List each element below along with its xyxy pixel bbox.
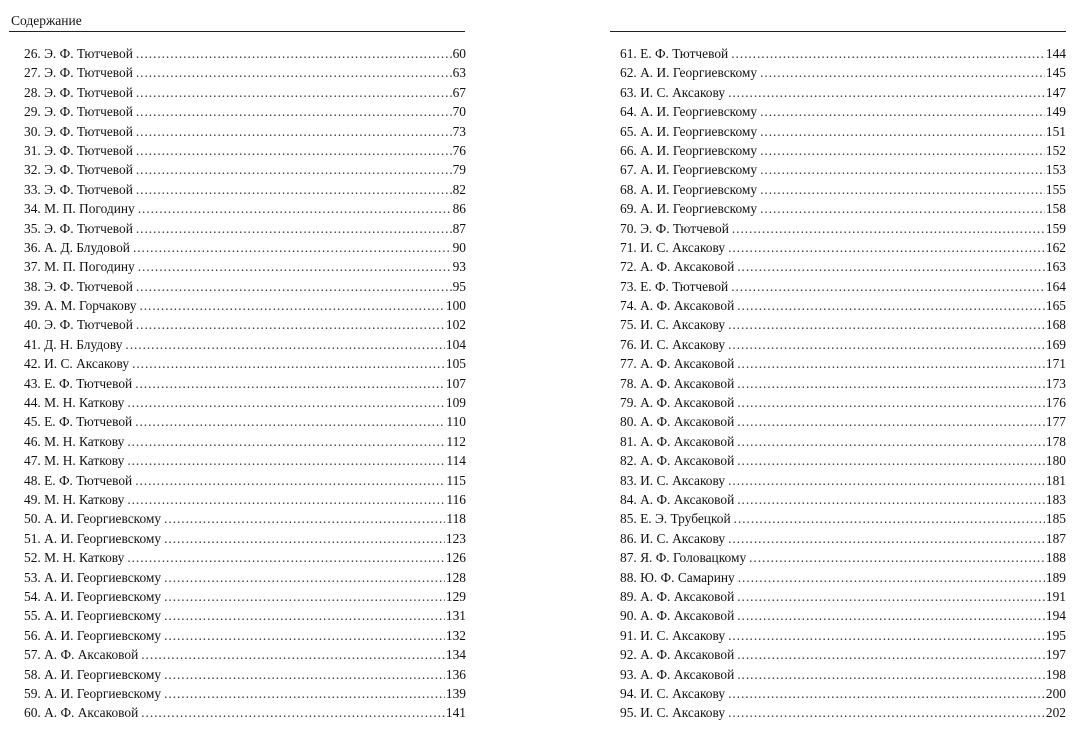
dot-leader [127, 393, 445, 412]
dot-leader [728, 238, 1045, 257]
toc-entry [24, 257, 466, 276]
toc-entry [24, 219, 466, 238]
toc-entry-page-number: 163 [1045, 259, 1066, 275]
dot-leader [737, 606, 1045, 625]
toc-entry-label: 80. А. Ф. Аксаковой [620, 414, 735, 430]
toc-entry-label: 65. А. И. Георгиевскому [620, 123, 758, 139]
toc-entry [24, 122, 466, 141]
toc-entry [24, 451, 466, 470]
dot-leader [136, 315, 445, 334]
toc-entry [24, 548, 466, 567]
toc-entry [620, 393, 1066, 412]
toc-entry [620, 645, 1066, 664]
toc-entry [24, 83, 466, 102]
toc-entry-label: 51. А. И. Георгиевскому [24, 530, 162, 546]
toc-entry [24, 684, 466, 703]
dot-leader [760, 141, 1045, 160]
dot-leader [737, 257, 1045, 276]
toc-entry-label: 34. М. П. Погодину [24, 201, 135, 217]
toc-entry-label: 67. А. И. Георгиевскому [620, 162, 758, 178]
toc-entry-label: 38. Э. Ф. Тютчевой [24, 278, 133, 294]
toc-entry-page-number: 144 [1045, 46, 1066, 61]
toc-entry [24, 509, 466, 528]
toc-entry [620, 83, 1066, 102]
toc-entry [24, 296, 466, 315]
toc-entry-page-number: 195 [1045, 627, 1066, 643]
toc-entry-label: 59. А. И. Георгиевскому [24, 685, 162, 701]
dot-leader [136, 277, 452, 296]
toc-entry-page-number: 112 [446, 433, 466, 449]
toc-entry [620, 102, 1066, 121]
toc-entry-page-number: 115 [446, 472, 466, 488]
header-rule [610, 31, 1066, 32]
dot-leader [737, 645, 1045, 664]
toc-entry-label: 83. И. С. Аксакову [620, 472, 726, 488]
toc-entry-page-number: 60 [452, 46, 466, 61]
toc-entry [620, 44, 1066, 63]
toc-entry-page-number: 100 [445, 298, 466, 314]
toc-entry-page-number: 86 [452, 201, 466, 217]
dot-leader [164, 509, 445, 528]
toc-entry-label: 85. Е. Э. Трубецкой [620, 511, 731, 527]
dot-leader [164, 568, 445, 587]
dot-leader [728, 315, 1045, 334]
right-page [610, 0, 1076, 740]
toc-entry-page-number: 82 [452, 181, 466, 197]
toc-entry [620, 432, 1066, 451]
toc-entry [24, 665, 466, 684]
toc-entry-page-number: 152 [1045, 142, 1066, 158]
dot-leader [135, 471, 445, 490]
toc-entry-page-number: 128 [445, 569, 466, 585]
toc-entry [620, 141, 1066, 160]
toc-entry-page-number: 132 [445, 627, 466, 643]
dot-leader [728, 703, 1045, 722]
toc-entry-page-number: 183 [1045, 491, 1066, 507]
toc-entry-label: 69. А. И. Георгиевскому [620, 201, 758, 217]
dot-leader [749, 548, 1045, 567]
toc-entry [24, 412, 466, 431]
toc-entry-page-number: 169 [1045, 336, 1066, 352]
toc-entry-label: 43. Е. Ф. Тютчевой [24, 375, 133, 391]
toc-entry [620, 606, 1066, 625]
toc-entry [24, 335, 466, 354]
toc-entry [24, 703, 466, 722]
toc-entry [620, 412, 1066, 431]
toc-entry-label: 30. Э. Ф. Тютчевой [24, 123, 133, 139]
toc-entry-page-number: 178 [1045, 433, 1066, 449]
toc-list-right [620, 44, 1066, 723]
dot-leader [136, 44, 452, 63]
dot-leader [164, 587, 445, 606]
toc-entry-page-number: 149 [1045, 104, 1066, 120]
toc-entry-label: 92. А. Ф. Аксаковой [620, 647, 735, 663]
dot-leader [133, 238, 452, 257]
toc-entry-label: 41. Д. Н. Блудову [24, 336, 123, 352]
toc-entry-label: 86. И. С. Аксакову [620, 530, 726, 546]
dot-leader [135, 374, 445, 393]
toc-entry-page-number: 63 [452, 65, 466, 81]
toc-entry-page-number: 197 [1045, 647, 1066, 663]
toc-entry-page-number: 110 [446, 414, 466, 430]
toc-entry-page-number: 87 [452, 220, 466, 236]
toc-entry-label: 76. И. С. Аксакову [620, 336, 726, 352]
toc-entry-label: 82. А. Ф. Аксаковой [620, 453, 735, 469]
toc-entry [620, 684, 1066, 703]
dot-leader [728, 335, 1045, 354]
toc-entry-page-number: 95 [452, 278, 466, 294]
toc-entry-label: 57. А. Ф. Аксаковой [24, 647, 139, 663]
toc-entry-label: 89. А. Ф. Аксаковой [620, 588, 735, 604]
toc-entry-page-number: 118 [446, 511, 466, 527]
dot-leader [737, 665, 1045, 684]
dot-leader [164, 606, 445, 625]
toc-entry-label: 70. Э. Ф. Тютчевой [620, 220, 729, 236]
toc-entry [620, 180, 1066, 199]
dot-leader [737, 490, 1045, 509]
dot-leader [127, 451, 445, 470]
toc-entry-page-number: 194 [1045, 608, 1066, 624]
toc-entry [620, 335, 1066, 354]
toc-entry-label: 46. М. Н. Каткову [24, 433, 125, 449]
toc-entry-label: 47. М. Н. Каткову [24, 453, 125, 469]
toc-entry [620, 568, 1066, 587]
toc-entry-label: 61. Е. Ф. Тютчевой [620, 46, 729, 61]
dot-leader [737, 354, 1045, 373]
dot-leader [760, 63, 1045, 82]
toc-entry [24, 432, 466, 451]
toc-entry-label: 35. Э. Ф. Тютчевой [24, 220, 133, 236]
toc-entry [620, 296, 1066, 315]
toc-entry-page-number: 171 [1045, 356, 1066, 372]
toc-list-left [24, 44, 466, 723]
toc-entry-page-number: 159 [1045, 220, 1066, 236]
toc-entry-page-number: 107 [445, 375, 466, 391]
toc-entry-page-number: 79 [452, 162, 466, 178]
toc-entry-page-number: 116 [446, 491, 466, 507]
toc-entry-label: 88. Ю. Ф. Самарину [620, 569, 735, 585]
toc-entry-label: 42. И. С. Аксакову [24, 356, 130, 372]
toc-entry-label: 55. А. И. Георгиевскому [24, 608, 162, 624]
dot-leader [135, 412, 445, 431]
toc-entry [620, 277, 1066, 296]
dot-leader [127, 432, 445, 451]
dot-leader [136, 102, 452, 121]
dot-leader [760, 102, 1045, 121]
toc-entry-page-number: 185 [1045, 511, 1066, 527]
toc-entry-page-number: 67 [452, 84, 466, 100]
toc-entry-label: 93. А. Ф. Аксаковой [620, 666, 735, 682]
toc-entry-label: 77. А. Ф. Аксаковой [620, 356, 735, 372]
toc-entry [620, 219, 1066, 238]
toc-entry [620, 587, 1066, 606]
toc-entry-page-number: 105 [445, 356, 466, 372]
toc-entry-page-number: 187 [1045, 530, 1066, 546]
toc-entry [24, 44, 466, 63]
toc-entry [24, 645, 466, 664]
toc-entry [620, 354, 1066, 373]
dot-leader [164, 529, 445, 548]
toc-entry-page-number: 134 [445, 647, 466, 663]
toc-entry [620, 257, 1066, 276]
toc-entry [24, 568, 466, 587]
dot-leader [728, 529, 1045, 548]
toc-entry-label: 28. Э. Ф. Тютчевой [24, 84, 133, 100]
toc-entry-label: 45. Е. Ф. Тютчевой [24, 414, 133, 430]
toc-entry-label: 50. А. И. Георгиевскому [24, 511, 162, 527]
toc-entry [24, 315, 466, 334]
toc-entry-label: 68. А. И. Георгиевскому [620, 181, 758, 197]
toc-entry-page-number: 165 [1045, 298, 1066, 314]
toc-entry-label: 74. А. Ф. Аксаковой [620, 298, 735, 314]
toc-entry-label: 27. Э. Ф. Тютчевой [24, 65, 133, 81]
toc-entry-label: 60. А. Ф. Аксаковой [24, 705, 139, 721]
dot-leader [728, 83, 1045, 102]
dot-leader [136, 63, 452, 82]
dot-leader [731, 277, 1045, 296]
toc-entry-page-number: 181 [1045, 472, 1066, 488]
toc-entry-label: 44. М. Н. Каткову [24, 395, 125, 411]
toc-entry [620, 529, 1066, 548]
toc-entry-page-number: 180 [1045, 453, 1066, 469]
toc-entry-page-number: 202 [1045, 705, 1066, 721]
dot-leader [737, 393, 1045, 412]
toc-entry-label: 95. И. С. Аксакову [620, 705, 726, 721]
toc-entry [620, 63, 1066, 82]
dot-leader [737, 412, 1045, 431]
dot-leader [136, 83, 452, 102]
toc-entry-label: 75. И. С. Аксакову [620, 317, 726, 333]
toc-entry [24, 626, 466, 645]
toc-entry [620, 626, 1066, 645]
toc-entry [620, 490, 1066, 509]
toc-entry-page-number: 173 [1045, 375, 1066, 391]
dot-leader [760, 122, 1045, 141]
dot-leader [138, 199, 452, 218]
dot-leader [164, 665, 445, 684]
toc-entry [620, 471, 1066, 490]
dot-leader [737, 451, 1045, 470]
dot-leader [132, 354, 445, 373]
toc-entry-label: 52. М. Н. Каткову [24, 550, 125, 566]
dot-leader [136, 122, 452, 141]
toc-entry [24, 238, 466, 257]
toc-entry-label: 39. А. М. Горчакову [24, 298, 137, 314]
toc-entry-page-number: 176 [1045, 395, 1066, 411]
toc-entry [24, 102, 466, 121]
toc-entry-page-number: 90 [452, 239, 466, 255]
dot-leader [728, 471, 1045, 490]
toc-entry-label: 33. Э. Ф. Тютчевой [24, 181, 133, 197]
toc-entry [24, 374, 466, 393]
toc-entry-page-number: 70 [452, 104, 466, 120]
toc-entry [24, 587, 466, 606]
toc-entry-page-number: 145 [1045, 65, 1066, 81]
toc-entry-label: 40. Э. Ф. Тютчевой [24, 317, 133, 333]
toc-entry [620, 509, 1066, 528]
toc-entry [620, 703, 1066, 722]
dot-leader [138, 257, 452, 276]
toc-entry-page-number: 123 [445, 530, 466, 546]
toc-entry [620, 665, 1066, 684]
dot-leader [164, 684, 445, 703]
toc-entry-page-number: 141 [445, 705, 466, 721]
toc-entry-label: 56. А. И. Георгиевскому [24, 627, 162, 643]
toc-entry [620, 199, 1066, 218]
dot-leader [141, 703, 445, 722]
toc-entry [24, 393, 466, 412]
toc-entry-page-number: 151 [1045, 123, 1066, 139]
toc-entry-label: 90. А. Ф. Аксаковой [620, 608, 735, 624]
toc-entry-label: 26. Э. Ф. Тютчевой [24, 46, 133, 61]
toc-entry-label: 72. А. Ф. Аксаковой [620, 259, 735, 275]
dot-leader [732, 219, 1045, 238]
toc-entry [620, 160, 1066, 179]
toc-entry [24, 63, 466, 82]
toc-entry [24, 354, 466, 373]
toc-entry-page-number: 73 [452, 123, 466, 139]
toc-entry [24, 180, 466, 199]
toc-entry-page-number: 76 [452, 142, 466, 158]
dot-leader [136, 141, 452, 160]
toc-entry-page-number: 168 [1045, 317, 1066, 333]
toc-entry-page-number: 198 [1045, 666, 1066, 682]
dot-leader [136, 180, 452, 199]
running-head: Содержание [11, 13, 82, 28]
dot-leader [731, 44, 1045, 63]
dot-leader [738, 568, 1045, 587]
toc-entry-label: 66. А. И. Георгиевскому [620, 142, 758, 158]
toc-entry-label: 53. А. И. Георгиевскому [24, 569, 162, 585]
toc-entry-label: 29. Э. Ф. Тютчевой [24, 104, 133, 120]
toc-entry-page-number: 109 [445, 395, 466, 411]
dot-leader [760, 160, 1045, 179]
dot-leader [737, 374, 1045, 393]
toc-entry-label: 48. Е. Ф. Тютчевой [24, 472, 133, 488]
toc-entry [620, 122, 1066, 141]
toc-entry [620, 238, 1066, 257]
toc-entry-page-number: 200 [1045, 685, 1066, 701]
toc-entry-page-number: 114 [446, 453, 466, 469]
toc-entry-page-number: 164 [1045, 278, 1066, 294]
toc-entry-label: 63. И. С. Аксакову [620, 84, 726, 100]
toc-entry-page-number: 147 [1045, 84, 1066, 100]
dot-leader [728, 626, 1045, 645]
toc-entry-label: 73. Е. Ф. Тютчевой [620, 278, 729, 294]
toc-entry-label: 32. Э. Ф. Тютчевой [24, 162, 133, 178]
toc-entry-label: 79. А. Ф. Аксаковой [620, 395, 735, 411]
toc-entry-label: 54. А. И. Георгиевскому [24, 588, 162, 604]
toc-entry-page-number: 129 [445, 588, 466, 604]
header-rule [9, 31, 465, 32]
toc-entry-page-number: 136 [445, 666, 466, 682]
dot-leader [760, 180, 1045, 199]
toc-entry-label: 81. А. Ф. Аксаковой [620, 433, 735, 449]
toc-entry-label: 64. А. И. Георгиевскому [620, 104, 758, 120]
toc-entry-page-number: 153 [1045, 162, 1066, 178]
toc-entry [620, 374, 1066, 393]
toc-entry-page-number: 188 [1045, 550, 1066, 566]
toc-entry-label: 84. А. Ф. Аксаковой [620, 491, 735, 507]
toc-entry-page-number: 191 [1045, 588, 1066, 604]
dot-leader [737, 296, 1045, 315]
dot-leader [734, 509, 1045, 528]
toc-entry [24, 529, 466, 548]
toc-entry-label: 31. Э. Ф. Тютчевой [24, 142, 133, 158]
dot-leader [737, 587, 1045, 606]
toc-entry-label: 78. А. Ф. Аксаковой [620, 375, 735, 391]
dot-leader [737, 432, 1045, 451]
toc-entry [24, 160, 466, 179]
toc-entry [24, 606, 466, 625]
toc-entry [24, 490, 466, 509]
toc-entry-page-number: 155 [1045, 181, 1066, 197]
toc-entry-label: 36. А. Д. Блудовой [24, 239, 130, 255]
toc-entry [620, 548, 1066, 567]
toc-entry-page-number: 177 [1045, 414, 1066, 430]
toc-entry [620, 315, 1066, 334]
toc-entry [24, 277, 466, 296]
dot-leader [127, 490, 445, 509]
toc-entry-page-number: 139 [445, 685, 466, 701]
dot-leader [141, 645, 445, 664]
dot-leader [760, 199, 1045, 218]
toc-entry-page-number: 189 [1045, 569, 1066, 585]
dot-leader [136, 160, 452, 179]
toc-entry [24, 141, 466, 160]
toc-entry-label: 37. М. П. Погодину [24, 259, 135, 275]
dot-leader [139, 296, 444, 315]
toc-entry-page-number: 162 [1045, 239, 1066, 255]
toc-entry-label: 91. И. С. Аксакову [620, 627, 726, 643]
toc-entry-label: 94. И. С. Аксакову [620, 685, 726, 701]
toc-entry-page-number: 158 [1045, 201, 1066, 217]
dot-leader [164, 626, 445, 645]
toc-entry-page-number: 104 [445, 336, 466, 352]
dot-leader [127, 548, 445, 567]
dot-leader [136, 219, 452, 238]
toc-entry [24, 199, 466, 218]
dot-leader [125, 335, 445, 354]
toc-entry-page-number: 131 [445, 608, 466, 624]
toc-entry-label: 71. И. С. Аксакову [620, 239, 726, 255]
toc-entry-label: 58. А. И. Георгиевскому [24, 666, 162, 682]
toc-entry [24, 471, 466, 490]
toc-entry-label: 62. А. И. Георгиевскому [620, 65, 758, 81]
toc-entry [620, 451, 1066, 470]
toc-entry-label: 87. Я. Ф. Головацкому [620, 550, 747, 566]
toc-entry-label: 49. М. Н. Каткову [24, 491, 125, 507]
toc-entry-page-number: 102 [445, 317, 466, 333]
toc-entry-page-number: 93 [452, 259, 466, 275]
toc-entry-page-number: 126 [445, 550, 466, 566]
left-page [0, 0, 466, 740]
dot-leader [728, 684, 1045, 703]
